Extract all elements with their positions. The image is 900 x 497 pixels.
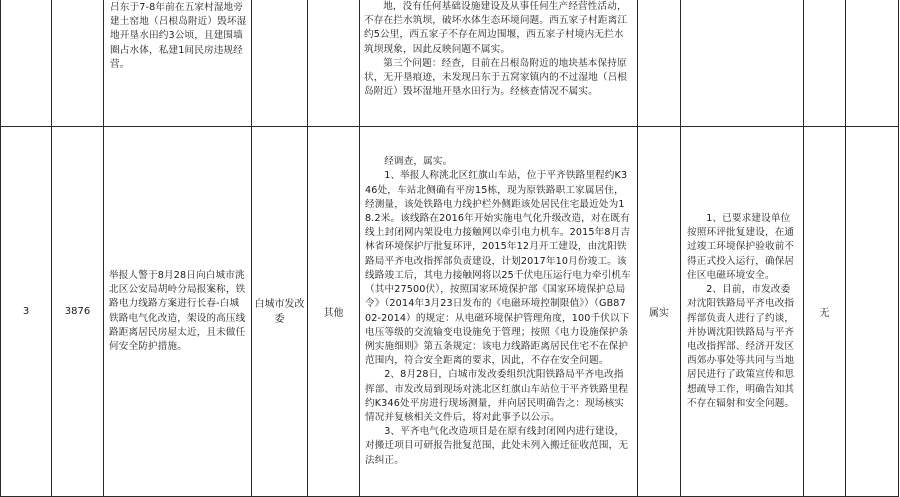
table-row: [1, 127, 899, 497]
seq-cell-empty: [1, 0, 52, 127]
status-cell-empty: [638, 0, 681, 127]
result-cell: [360, 127, 638, 497]
extra-cell-empty: [846, 127, 899, 497]
table-row-previous: [1, 0, 899, 127]
case-no-cell: 3876: [52, 127, 104, 497]
report-content-cell: [104, 0, 252, 127]
extra-cell-empty: [846, 0, 899, 127]
report-content-cell: [104, 127, 252, 497]
measures-paragraph: 2、目前，市发改委对沈阳铁路局平齐电改指挥部负责人进行了约谈，并协调沈阳铁路局与平齐电改指挥部、经济开发区西郊办事处等共同与当地居民进行了政策宣传和思想疏导工作，明确告知其不存在辐射和安全问题。: [687, 284, 795, 409]
measures-cell-empty: [681, 0, 804, 127]
report-content-text: 吕东于7-8年前在五家村湿地旁建土窑地（吕根岛附近）毁坏湿地开垦水田约3公顷，且建围墙圈占水体，私建1间民房违规经营。: [110, 2, 247, 70]
result-paragraph: 地，没有任何基础设施建设及从事任何生产经营性活动，不存在拦水筑坝，破坏水体生态环境问题。西五家子村距离江约5公里，西五家子不存在周边围堰，西五家子村境内无拦水筑坝现象，因此反映问题不属实。: [364, 1, 628, 55]
measures-cell: [681, 127, 804, 497]
responsible-unit-cell: 白城市发改委: [252, 127, 308, 497]
status-cell: 属实: [638, 127, 681, 497]
result-paragraph: 3、平齐电气化改造项目是在原有线封闭网内进行建设，对搬迁项目可研报告批复范围，此处未列入搬迁征收范围，无法纠正。: [365, 426, 629, 466]
accountability-cell-empty: [804, 0, 846, 127]
result-cell: [360, 0, 638, 127]
category-cell-empty: [308, 0, 360, 127]
result-paragraph: 经调查，属实。: [384, 156, 453, 168]
result-paragraph: 第三个问题：经查，目前在吕根岛附近的地块基本保持原状，无开垦痕迹，未发现吕东于五窝家镇内的不过湿地（吕根岛附近）毁坏湿地开垦水田行为。经核查情况不属实。: [364, 57, 628, 98]
report-content-text: 举报人警于8月28日向白城市洮北区公安局胡岭分局报案称，铁路电力线路方案进行长春-白城铁路电气化改造，架设的高压线路距离居民房屋太近，且未做任何安全防护措施。: [109, 269, 246, 352]
category-cell: 其他: [308, 127, 360, 497]
unit-cell-empty: [252, 0, 308, 127]
result-paragraph: 2、8月28日，白城市发改委组织沈阳铁路局平齐电改指挥部、市发改局到现场对洮北区红旗山车站位于平齐铁路里程约K346处平房进行现场测量，并向居民明确告之：现场核实情况并复核相关文件后，将对此事予以公示。: [365, 369, 629, 423]
result-paragraph: 1、举报人称洮北区红旗山车站，位于平齐铁路里程约K346处，车站北侧确有平房15栋，现为原铁路职工家属居住，经测量，该处铁路电力线护栏外侧距该处居民住宅最近处为18.2米。该线路在2016年开始实施电气化升级改造，对在既有线上封闭网内架设电力接触网以牵引电力机车。2015年8月吉林省环境保护厅批复环评，2015年12月开工建设，由沈阳铁路局平齐电改指挥部负责建设，计划2017年10月份竣工。该线路竣工后，其电力接触网将以25千伏电压运行电力牵引机车（其中27500伏），按照国家环境保护部《国家环境保护总局令》（2014年3月23日发布的《电磁环境控制限值》）（GB8702-2014）的规定：从电磁环境保护管理角度，100千伏以下电压等级的交流输变电设施免于管理；按照《电力设施保护条例实施细则》第五条规定：该电力线路距离居民住宅不在保护范围内，符合安全距离的要求，因此，不存在安全问题。: [365, 170, 631, 367]
accountability-cell: 无: [804, 127, 846, 497]
measures-paragraph: 1、已要求建设单位按照环评批复建设，在通过竣工环境保护验收前不得正式投入运行，确保居住区电磁环境安全。: [687, 213, 795, 281]
case-no-cell-empty: [52, 0, 104, 127]
seq-cell: 3: [1, 127, 52, 497]
